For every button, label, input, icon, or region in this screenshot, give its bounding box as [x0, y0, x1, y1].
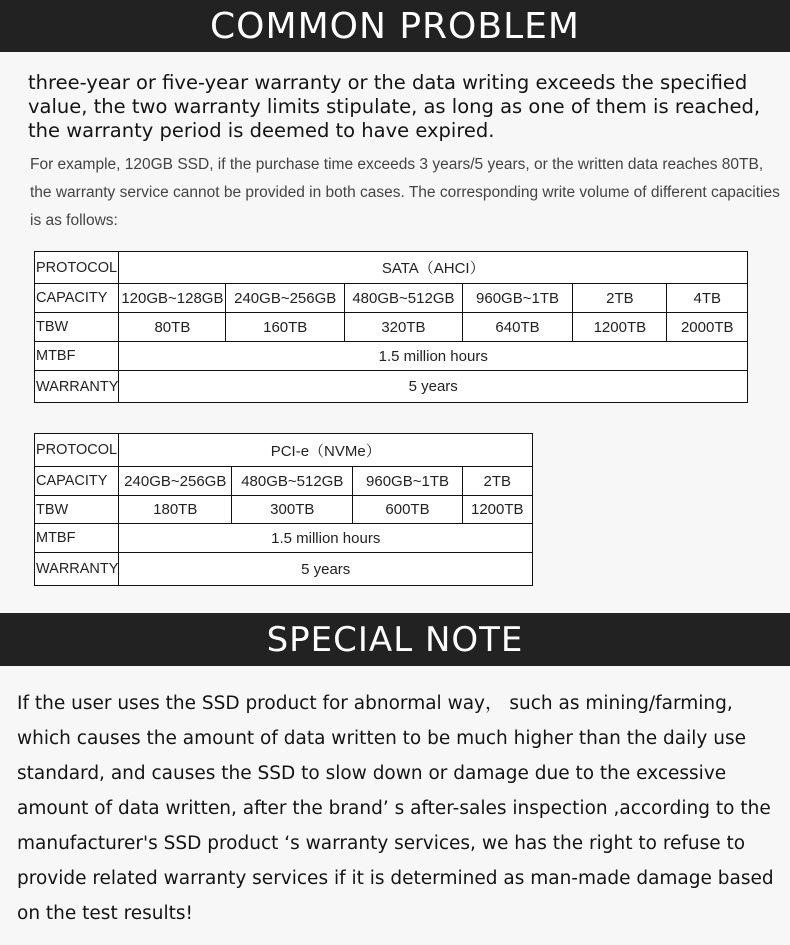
capacity-cell: 2TB — [573, 284, 667, 313]
capacity-cell: 4TB — [667, 284, 748, 313]
mtbf-label: MTBF — [35, 342, 119, 371]
capacity-cell: 2TB — [462, 467, 532, 496]
tbw-label: TBW — [35, 313, 119, 342]
capacity-cell: 240GB~256GB — [119, 467, 232, 496]
table-row — [35, 553, 533, 586]
warranty-label: WARRANTY — [35, 371, 119, 403]
mtbf-label: MTBF — [35, 524, 119, 553]
protocol-label: PROTOCOL — [35, 252, 119, 284]
warranty-label: WARRANTY — [35, 553, 119, 586]
warranty-intro-text: three-year or five-year warranty or the data writing exceeds the specified value, the two warranty limits stipulate, as long as one of them is reached, the warranty period is deemed to have expired. — [28, 71, 761, 142]
table-row — [35, 496, 533, 524]
tbw-cell: 1200TB — [573, 313, 667, 342]
table-row — [35, 342, 748, 371]
tbw-cell: 300TB — [232, 496, 353, 524]
sata-spec-table — [34, 251, 748, 403]
nvme-spec-table — [34, 433, 533, 586]
capacity-cell: 480GB~512GB — [345, 284, 463, 313]
protocol-label: PROTOCOL — [35, 434, 119, 467]
warranty-value: 5 years — [119, 371, 748, 403]
table-row — [35, 524, 533, 553]
warranty-example-text: For example, 120GB SSD, if the purchase time exceeds 3 years/5 years, or the written data reaches 80TB, the warranty service cannot be provided in both cases. The corresponding write volume of different capacities is as follows: — [30, 156, 780, 229]
tbw-cell: 600TB — [353, 496, 462, 524]
tbw-cell: 320TB — [345, 313, 463, 342]
mtbf-value: 1.5 million hours — [119, 524, 533, 553]
table-row — [35, 371, 748, 403]
capacity-label: CAPACITY — [35, 467, 119, 496]
tbw-label: TBW — [35, 496, 119, 524]
tbw-cell: 1200TB — [462, 496, 532, 524]
capacity-cell: 960GB~1TB — [462, 284, 572, 313]
capacity-cell: 480GB~512GB — [232, 467, 353, 496]
special-note-text: If the user uses the SSD product for abnormal way， such as mining/farming, which causes the amount of data written to be much higher than the daily use standard, and causes the SSD to slow down or damage due to the excessive amount of data written, after the brand’ s after-sales inspection ,according to the manufacturer's SSD product ‘s warranty services, we has the right to refuse to provide related warranty services if it is determined as man-made damage based on the test results! — [17, 693, 774, 924]
tbw-cell: 2000TB — [667, 313, 748, 342]
table-row — [35, 313, 748, 342]
common-problem-banner — [0, 0, 790, 52]
table-row — [35, 284, 748, 313]
common-problem-title: COMMON PROBLEM — [210, 5, 580, 47]
protocol-value: PCI-e（NVMe） — [119, 434, 533, 467]
warranty-value: 5 years — [119, 553, 533, 586]
capacity-label: CAPACITY — [35, 284, 119, 313]
table-row — [35, 434, 533, 467]
capacity-cell: 960GB~1TB — [353, 467, 462, 496]
tbw-cell: 180TB — [119, 496, 232, 524]
capacity-cell: 120GB~128GB — [119, 284, 226, 313]
capacity-cell: 240GB~256GB — [226, 284, 345, 313]
protocol-value: SATA（AHCI） — [119, 252, 748, 284]
tbw-cell: 80TB — [119, 313, 226, 342]
table-row — [35, 467, 533, 496]
tbw-cell: 160TB — [226, 313, 345, 342]
mtbf-value: 1.5 million hours — [119, 342, 748, 371]
table-row — [35, 252, 748, 284]
tbw-cell: 640TB — [462, 313, 572, 342]
special-note-banner — [0, 613, 790, 666]
special-note-title: SPECIAL NOTE — [266, 619, 524, 660]
